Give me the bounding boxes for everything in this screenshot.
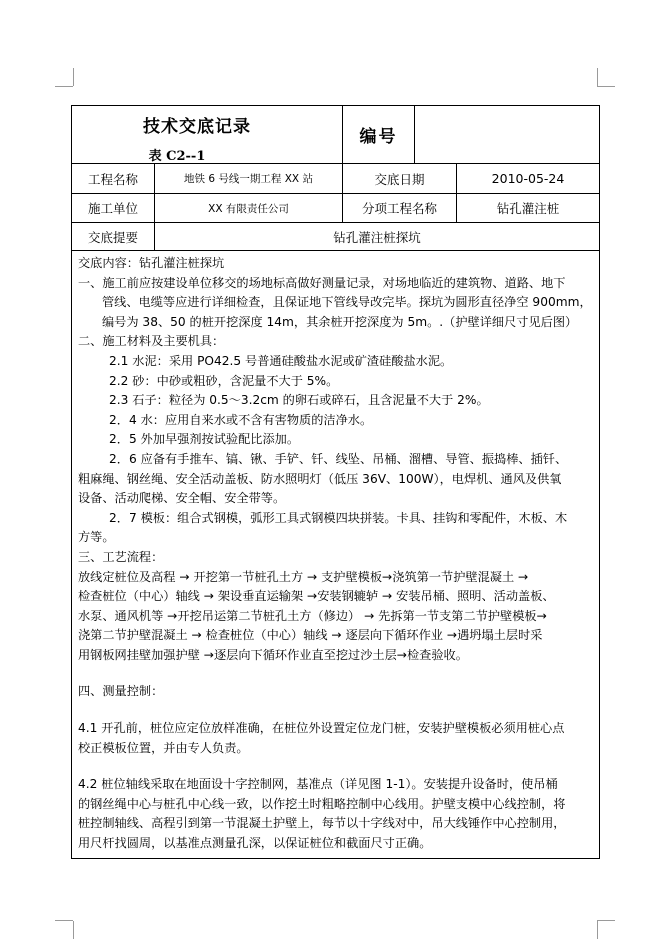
subitem-value: 钻孔灌注桩 <box>496 201 560 216</box>
project-name-label-cell <box>72 164 155 193</box>
summary-row <box>72 223 599 251</box>
content-line: 2．7 模板：组合式钢模，弧形工具式钢模四块拼装。卡具、挂钩和零配件，木板、木 <box>109 510 568 525</box>
title-cell <box>72 106 343 163</box>
content-line: 粗麻绳、钢丝绳、安全活动盖板、防水照明灯（低压 36V、100W），电焊机、通风及供氧 <box>78 471 562 486</box>
number-label: 编号 <box>359 127 398 147</box>
crop-mark <box>55 86 73 87</box>
number-label-cell <box>343 106 415 163</box>
crop-mark <box>55 920 73 921</box>
unit-value-cell <box>155 194 343 222</box>
content-line: 设备、活动爬梯、安全帽、安全带等。 <box>78 491 286 506</box>
crop-mark <box>597 920 615 921</box>
content-line: 检查桩位（中心）轴线 → 架设垂直运输架 →安装钢辘轳 → 安装吊桶、照明、活动盖板、 <box>78 589 555 604</box>
content-line: 二、施工材料及主要机具： <box>78 334 225 349</box>
content-line: 2．4 水：应用自来水或不含有害物质的洁净水。 <box>109 412 373 427</box>
unit-label-cell <box>72 194 155 222</box>
form-title: 技术交底记录 <box>143 116 251 137</box>
crop-mark <box>597 921 598 939</box>
summary-label: 交底提要 <box>87 229 138 245</box>
content-line: 四、测量控制： <box>78 684 164 699</box>
project-name-label: 工程名称 <box>87 171 138 187</box>
form-number: 表 C2--1 <box>148 148 206 164</box>
content-line: 用钢板网挂壁加强护壁 →逐层向下循环作业直至挖过沙土层→检查验收。 <box>78 647 468 662</box>
subitem-label: 分项工程名称 <box>361 201 437 216</box>
content-line: 交底内容：钻孔灌注桩探坑 <box>78 256 225 270</box>
content-line: 浇第二节护壁混凝土 → 检查桩位（中心）轴线 → 逐层向下循环作业 →遇坍塌土层时采 <box>78 628 543 643</box>
content-line: 2.3 石子：粒径为 0.5～3.2cm 的卵石或碎石，且含泥量不大于 2%。 <box>109 393 489 408</box>
crop-mark <box>73 921 74 939</box>
content-line: 放线定桩位及高程 → 开挖第一节桩孔土方 → 支护壁模板→浇筑第一节护壁混凝土 → <box>78 569 529 584</box>
content-line: 2．6 应备有手推车、镐、锹、手铲、钎、线坠、吊桶、溜槽、导管、振捣棒、插钎、 <box>109 451 568 466</box>
project-name-value-cell <box>155 164 343 193</box>
date-label-cell <box>343 164 457 193</box>
disclosure-content <box>78 254 595 854</box>
project-name-value: 地铁 6 号线一期工程 XX 站 <box>184 173 313 185</box>
crop-mark <box>597 68 598 86</box>
form-header-row <box>72 106 599 164</box>
content-line: 三、工艺流程： <box>78 549 164 564</box>
summary-value-cell <box>155 223 599 250</box>
summary-label-cell <box>72 223 155 250</box>
content-line: 水泵、通风机等 →开挖吊运第二节桩孔土方（修边） → 先拆第一节支第二节护壁模板→ <box>78 608 547 623</box>
unit-value: XX 有限责任公司 <box>208 202 289 215</box>
date-value-cell <box>457 164 599 193</box>
crop-mark <box>73 68 74 86</box>
content-line: 的钢丝绳中心与桩孔中心线一致，以作挖土时粗略控制中心线用。护壁支模中心线控制，将 <box>78 796 566 811</box>
unit-row <box>72 194 599 223</box>
content-line: 校正模板位置，并由专人负责。 <box>78 740 249 755</box>
crop-mark <box>597 86 615 87</box>
date-label: 交底日期 <box>374 171 425 187</box>
content-line: 桩控制轴线、高程引到第一节混凝土护壁上，每节以十字线对中，吊大线锤作中心控制用， <box>78 816 566 831</box>
content-line: 4.2 桩位轴线采取在地面设十字控制网，基准点（详见图 1-1）。安装提升设备时，使吊桶 <box>78 777 558 792</box>
content-line: 用尺杆找圆周，以基准点测量孔深，以保证桩位和截面尺寸正确。 <box>78 836 432 851</box>
content-line: 2．5 外加早强剂按试验配比添加。 <box>109 432 300 447</box>
project-row <box>72 164 599 194</box>
technical-disclosure-form <box>71 105 600 859</box>
content-line: 一、施工前应按建设单位移交的场地标高做好测量记录，对场地临近的建筑物、道路、地下 <box>78 275 566 290</box>
unit-label: 施工单位 <box>87 201 138 216</box>
subitem-label-cell <box>343 194 457 222</box>
content-line: 编号为 38、50 的桩开挖深度 14m，其余桩开挖深度为 5m。.（护壁详细尺寸见后图） <box>102 314 578 329</box>
summary-value: 钻孔灌注桩探坑 <box>333 229 421 245</box>
date-value: 2010-05-24 <box>491 171 565 186</box>
content-line: 2.1 水泥：采用 PO42.5 号普通硅酸盐水泥或矿渣硅酸盐水泥。 <box>109 353 453 368</box>
content-line: 管线、电缆等应进行详细检查，且保证地下管线导改完毕。探坑为圆形直径净空 900mm， <box>102 295 592 310</box>
content-line: 方等。 <box>78 530 115 545</box>
content-line: 2.2 砂：中砂或粗砂，含泥量不大于 5%。 <box>109 373 339 388</box>
content-line: 4.1 开孔前，桩位应定位放样准确，在桩位外设置定位龙门桩，安装护壁模板必须用桩心点 <box>78 721 565 736</box>
number-value-cell <box>415 106 599 163</box>
subitem-value-cell <box>457 194 599 222</box>
